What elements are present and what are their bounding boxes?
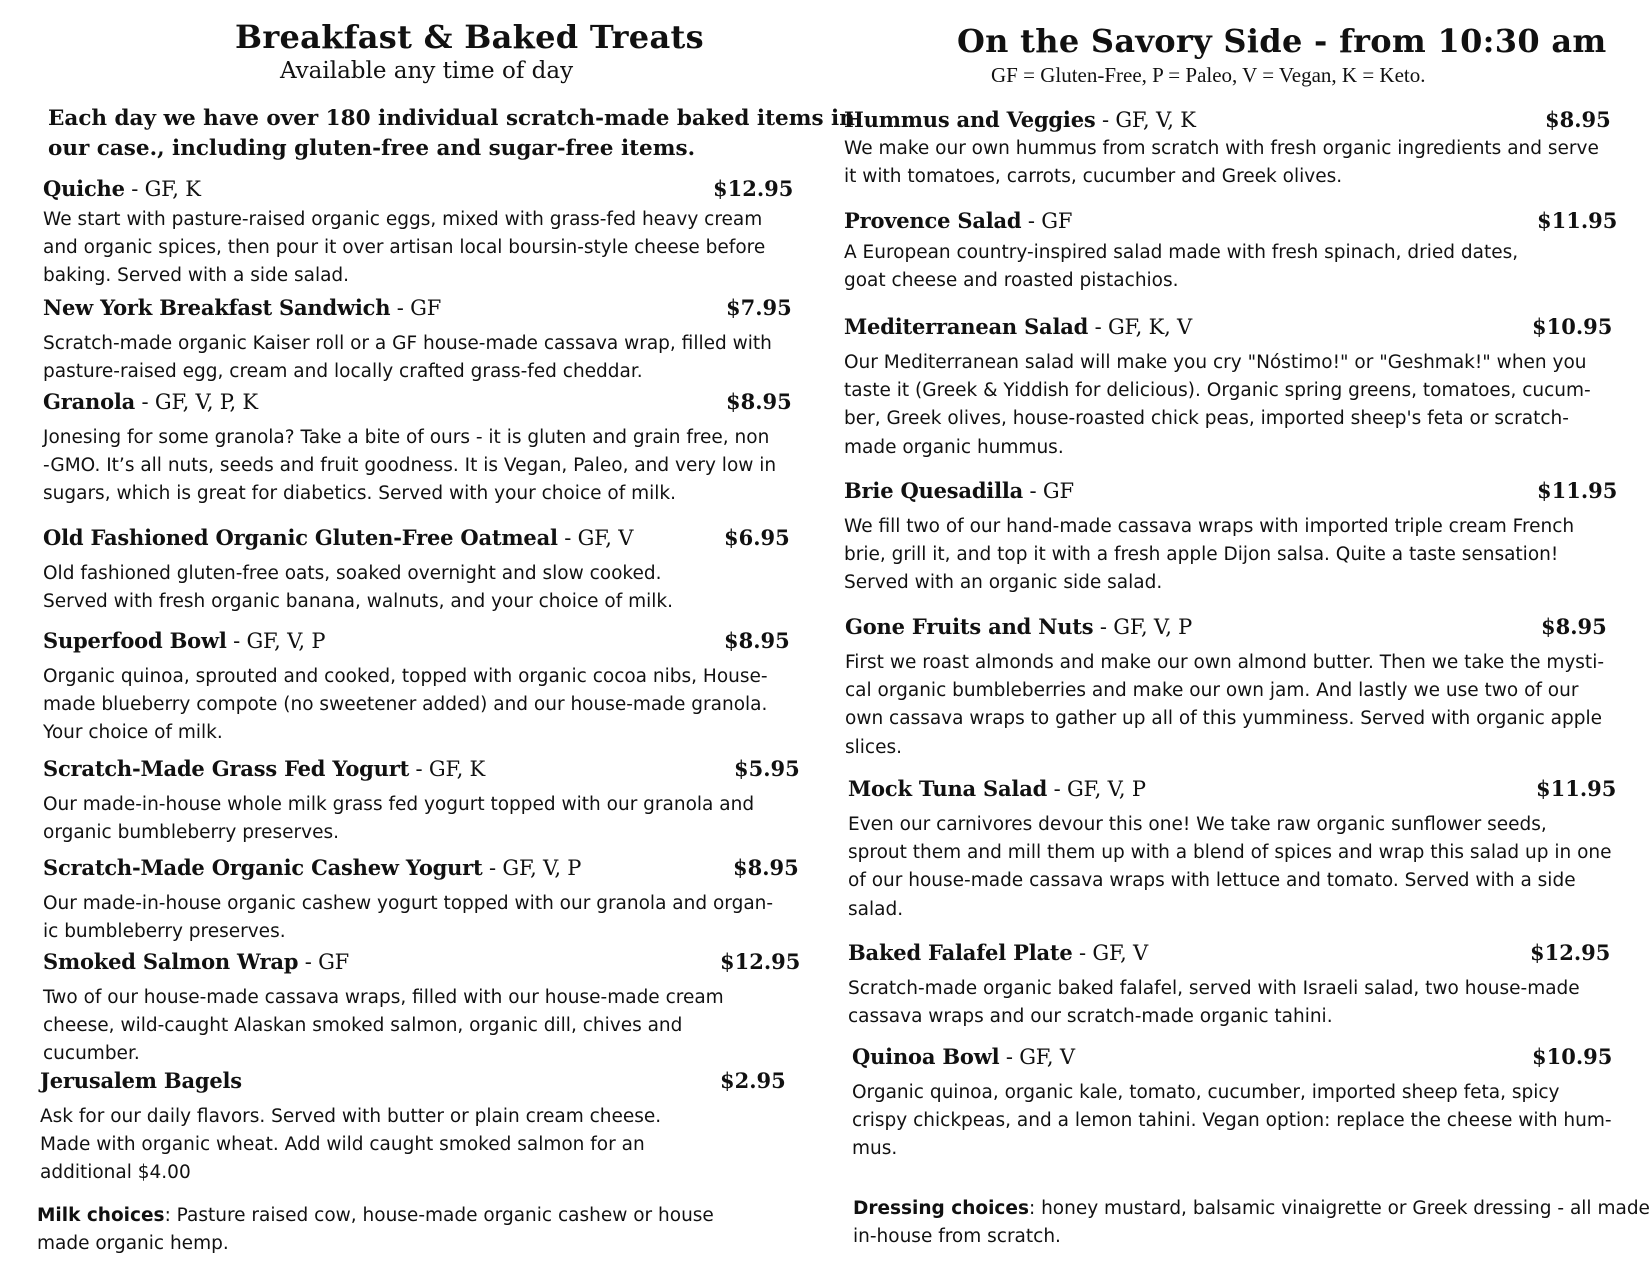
note-label: Dressing choices	[853, 1198, 1029, 1219]
item-description: Jonesing for some granola? Take a bite of ours - it is gluten and grain free, non -GMO. It’s all nuts, seeds and fruit goodness. It is Vegan, Paleo, and very low in sugars, which is great for diabetics. Served with your choice of milk.	[43, 427, 777, 505]
item-price: $8.95	[1541, 614, 1607, 639]
milk-choices-note: Milk choices: Pasture raised cow, house-made organic cashew or house made organic hemp.	[37, 1205, 714, 1254]
item-price: $10.95	[1532, 314, 1613, 339]
item-tags: - GF, V, P	[1093, 615, 1193, 639]
item-description: Our made-in-house whole milk grass fed yogurt topped with our granola and organic bumbleberry preserves.	[43, 794, 755, 844]
item-description: Ask for our daily flavors. Served with butter or plain cream cheese. Made with organic wheat. Add wild caught smoked salmon for an additional $4.00	[40, 1106, 662, 1184]
item-name: Scratch-Made Organic Cashew Yogurt - GF, V, P	[43, 855, 582, 880]
item-tags: - GF	[298, 950, 350, 974]
item-tags: - GF, V	[557, 526, 634, 550]
item-name: New York Breakfast Sandwich - GF	[43, 295, 442, 320]
item-price: $5.95	[734, 756, 800, 781]
item-description: Our made-in-house organic cashew yogurt topped with our granola and organ- ic bumbleberry preserves.	[43, 893, 774, 943]
item-price: $11.95	[1537, 208, 1618, 233]
item-price: $11.95	[1537, 478, 1618, 503]
item-description: We make our own hummus from scratch with fresh organic ingredients and serve it with tomatoes, carrots, cucumber and Greek olives.	[844, 138, 1599, 188]
item-price: $8.95	[733, 855, 799, 880]
breakfast-intro	[48, 104, 855, 164]
item-name: Brie Quesadilla - GF	[844, 478, 1074, 503]
item-name: Old Fashioned Organic Gluten-Free Oatmeal - GF, V	[43, 525, 634, 550]
item-tags: - GF, V, P	[482, 856, 582, 880]
item-tags: - GF, V, P	[1047, 777, 1146, 801]
item-name: Mediterranean Salad - GF, K, V	[844, 314, 1193, 339]
item-name: Hummus and Veggies - GF, V, K	[844, 107, 1196, 132]
item-tags: - GF, V, K	[1095, 108, 1196, 132]
item-name: Smoked Salmon Wrap - GF	[43, 949, 350, 974]
item-price: $12.95	[713, 176, 794, 201]
item-price: $8.95	[724, 628, 790, 653]
item-description: Scratch-made organic baked falafel, served with Israeli salad, two house-made cassava wraps and our scratch-made organic tahini.	[848, 978, 1580, 1028]
item-price: $2.95	[720, 1068, 786, 1093]
item-description: Organic quinoa, organic kale, tomato, cucumber, imported sheep feta, spicy crispy chickpeas, and a lemon tahini. Vegan option: replace the cheese with hum- mus.	[852, 1082, 1612, 1160]
item-tags: - GF, K	[124, 177, 201, 201]
item-tags: - GF, V, P	[226, 629, 326, 653]
dressing-choices-note: Dressing choices: honey mustard, balsamic vinaigrette or Greek dressing - all made in-house from scratch.	[853, 1198, 1650, 1247]
item-tags: - GF	[390, 296, 442, 320]
item-tags: - GF, K	[409, 757, 486, 781]
item-price: $6.95	[724, 525, 790, 550]
diet-legend: GF = Gluten-Free, P = Paleo, V = Vegan, K = Keto.	[991, 63, 1426, 87]
item-tags: - GF	[1021, 209, 1073, 233]
item-tags: - GF, V	[999, 1045, 1075, 1069]
item-price: $8.95	[726, 389, 792, 414]
breakfast-subtitle: Available any time of day	[280, 58, 574, 84]
item-name: Quinoa Bowl - GF, V	[852, 1044, 1075, 1069]
item-description: We start with pasture-raised organic eggs, mixed with grass-fed heavy cream and organic spices, then pour it over artisan local boursin-style cheese before baking. Served with a side salad.	[43, 209, 766, 287]
item-description: Even our carnivores devour this one! We take raw organic sunflower seeds, sprout them and mill them up with a blend of spices and wrap this salad up in one of our house-made cassava wraps with lettuce and tomato. Served with a side salad.	[848, 814, 1612, 920]
item-tags: - GF, K, V	[1088, 315, 1193, 339]
breakfast-title: Breakfast & Baked Treats	[235, 18, 704, 56]
item-name: Granola - GF, V, P, K	[43, 389, 258, 414]
item-price: $12.95	[720, 949, 801, 974]
item-price: $11.95	[1536, 776, 1617, 801]
item-price: $7.95	[726, 295, 792, 320]
intro-line: Each day we have over 180 individual scratch-made baked items in	[48, 106, 855, 131]
item-name: Gone Fruits and Nuts - GF, V, P	[845, 614, 1193, 639]
item-tags: - GF	[1023, 479, 1074, 503]
item-name: Superfood Bowl - GF, V, P	[43, 628, 326, 653]
item-name: Quiche - GF, K	[43, 176, 201, 201]
item-description: Old fashioned gluten-free oats, soaked overnight and slow cooked. Served with fresh organic banana, walnuts, and your choice of milk.	[43, 563, 673, 613]
intro-line: our case., including gluten-free and sugar-free items.	[48, 136, 696, 161]
item-name: Mock Tuna Salad - GF, V, P	[848, 776, 1146, 801]
item-description: First we roast almonds and make our own almond butter. Then we take the mysti- cal organic bumbleberries and make our own jam. And lastly we use two of our own cassava wraps to gather up all of this yumminess. Served with organic apple slices.	[845, 652, 1605, 758]
item-price: $12.95	[1530, 940, 1611, 965]
item-description: A European country-inspired salad made with fresh spinach, dried dates, goat cheese and roasted pistachios.	[844, 242, 1519, 292]
item-name: Scratch-Made Grass Fed Yogurt - GF, K	[43, 756, 486, 781]
savory-title: On the Savory Side - from 10:30 am	[957, 22, 1607, 60]
item-price: $8.95	[1545, 107, 1611, 132]
item-description: Our Mediterranean salad will make you cry "Nóstimo!" or "Geshmak!" when you taste it (Greek & Yiddish for delicious). Organic spring greens, tomatoes, cucum- ber, Greek olives, house-roasted chick peas, imported sheep's feta or scratch- made organic hummus.	[844, 352, 1591, 458]
note-label: Milk choices	[37, 1205, 165, 1226]
item-price: $10.95	[1532, 1044, 1613, 1069]
item-description: Two of our house-made cassava wraps, filled with our house-made cream cheese, wild-caught Alaskan smoked salmon, organic dill, chives and cucumber.	[43, 987, 724, 1065]
item-description: We fill two of our hand-made cassava wraps with imported triple cream French brie, grill it, and top it with a fresh apple Dijon salsa. Quite a taste sensation! Served with an organic side salad.	[844, 516, 1575, 594]
item-description: Scratch-made organic Kaiser roll or a GF house-made cassava wrap, filled with pasture-raised egg, cream and locally crafted grass-fed cheddar.	[43, 333, 772, 383]
item-tags: - GF, V	[1072, 941, 1148, 965]
item-tags: - GF, V, P, K	[135, 390, 258, 414]
item-description: Organic quinoa, sprouted and cooked, topped with organic cocoa nibs, House- made blueberry compote (no sweetener added) and our house-made granola. Your choice of milk.	[43, 666, 768, 744]
item-name: Jerusalem Bagels	[40, 1068, 242, 1093]
item-name: Baked Falafel Plate - GF, V	[848, 940, 1148, 965]
item-name: Provence Salad - GF	[844, 208, 1073, 233]
